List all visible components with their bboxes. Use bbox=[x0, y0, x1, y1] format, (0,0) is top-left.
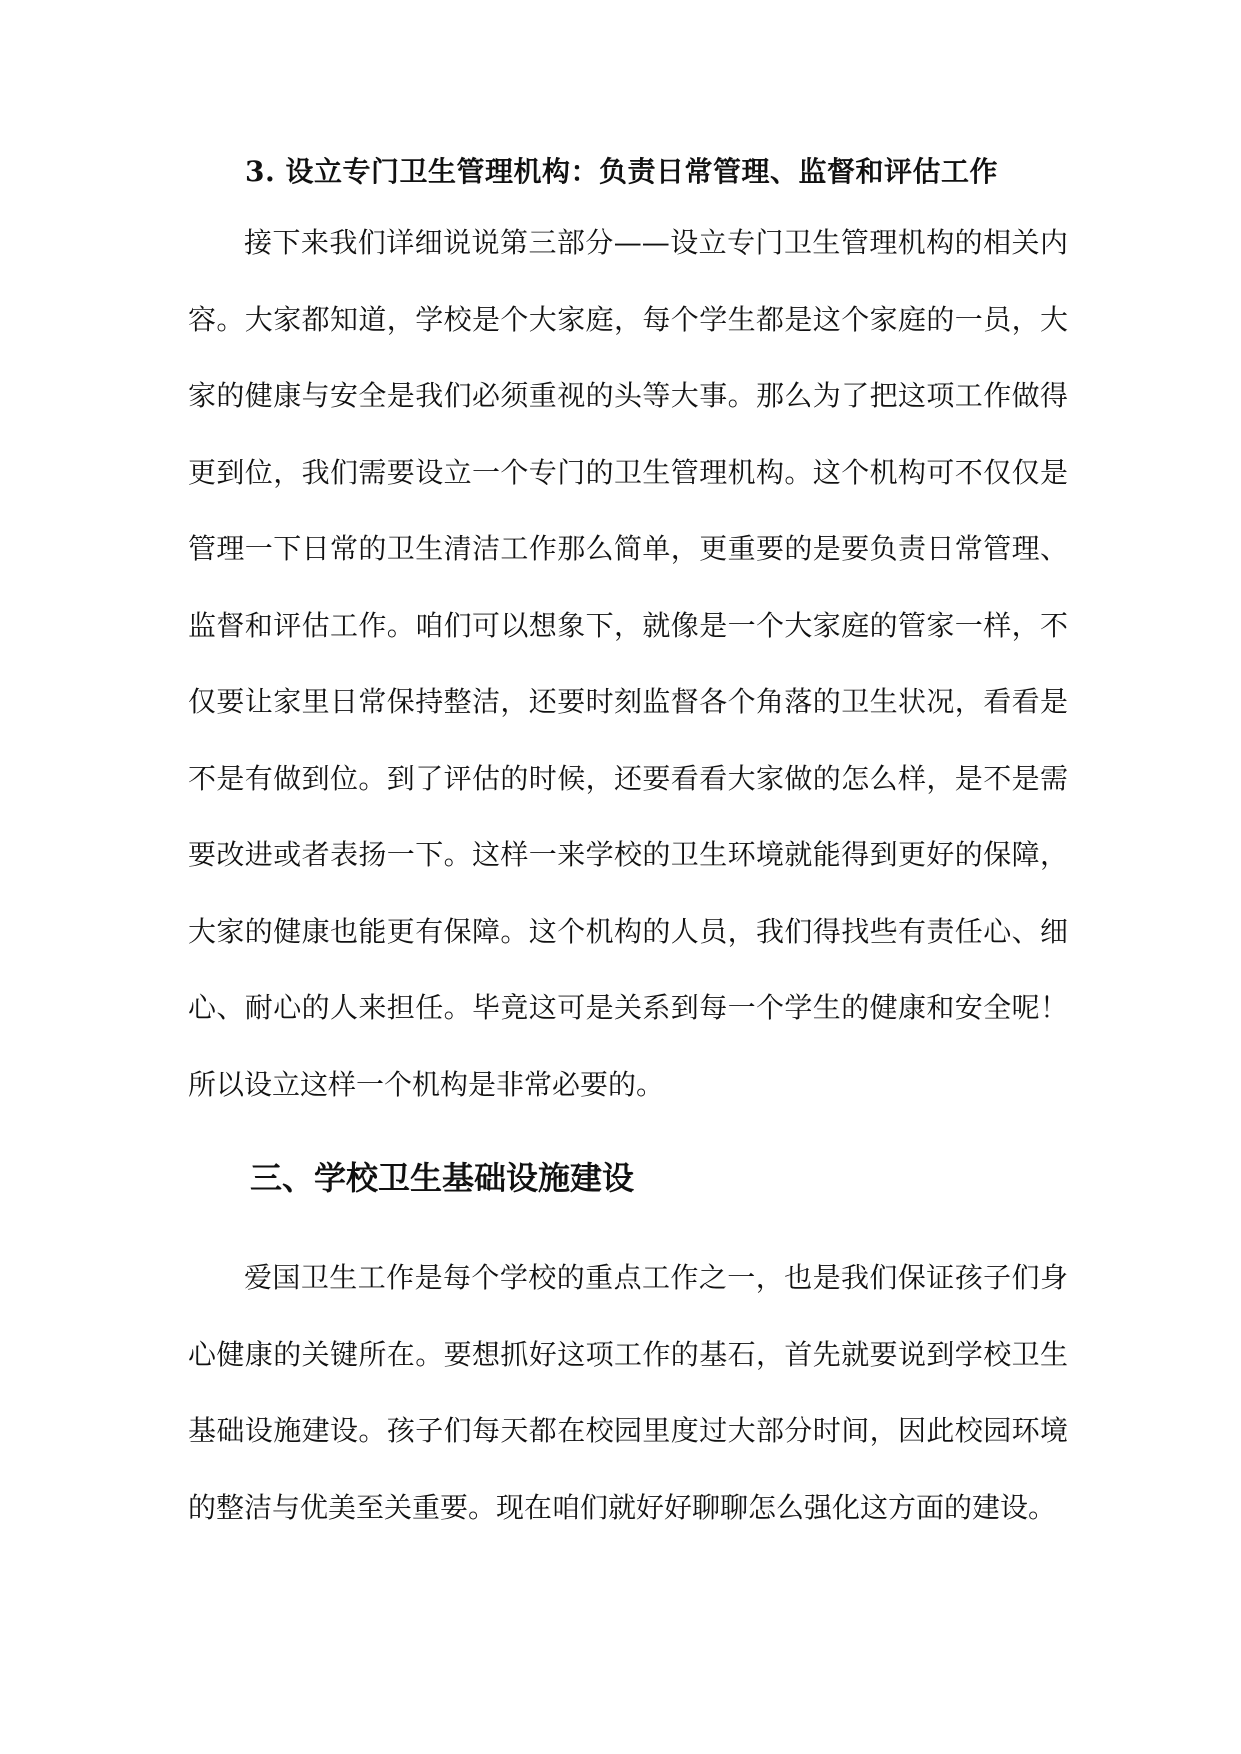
chapter-heading: 三、学校卫生基础设施建设 bbox=[250, 1159, 635, 1197]
chapter-paragraph: 爱国卫生工作是每个学校的重点工作之一，也是我们保证孩子们身心健康的关键所在。要想抓好这项工作的基石，首先就要说到学校卫生基础设施建设。孩子们每天都在校园里度过大部分时间，因此校园环境的整洁与优美至关重要。现在咱们就好好聊聊怎么强化这方面的建设。 bbox=[188, 1261, 1068, 1524]
section-paragraph: 接下来我们详细说说第三部分——设立专门卫生管理机构的相关内容。大家都知道，学校是个大家庭，每个学生都是这个家庭的一员，大家的健康与安全是我们必须重视的头等大事。那么为了把这项工作做得更到位，我们需要设立一个专门的卫生管理机构。这个机构可不仅仅是管理一下日常的卫生清洁工作那么简单，更重要的是要负责日常管理、监督和评估工作。咱们可以想象下，就像是一个大家庭的管家一样，不仅要让家里日常保持整洁，还要时刻监督各个角落的卫生状况，看看是不是有做到位。到了评估的时候，还要看看大家做的怎么样，是不是需要改进或者表扬一下。这样一来学校的卫生环境就能得到更好的保障，大家的健康也能更有保障。这个机构的人员，我们得找些有责任心、细心、耐心的人来担任。毕竟这可是关系到每一个学生的健康和安全呢！所以设立这样一个机构是非常必要的。 bbox=[188, 226, 1068, 1101]
section-subheading: 3. 设立专门卫生管理机构：负责日常管理、监督和评估工作 bbox=[245, 155, 998, 188]
